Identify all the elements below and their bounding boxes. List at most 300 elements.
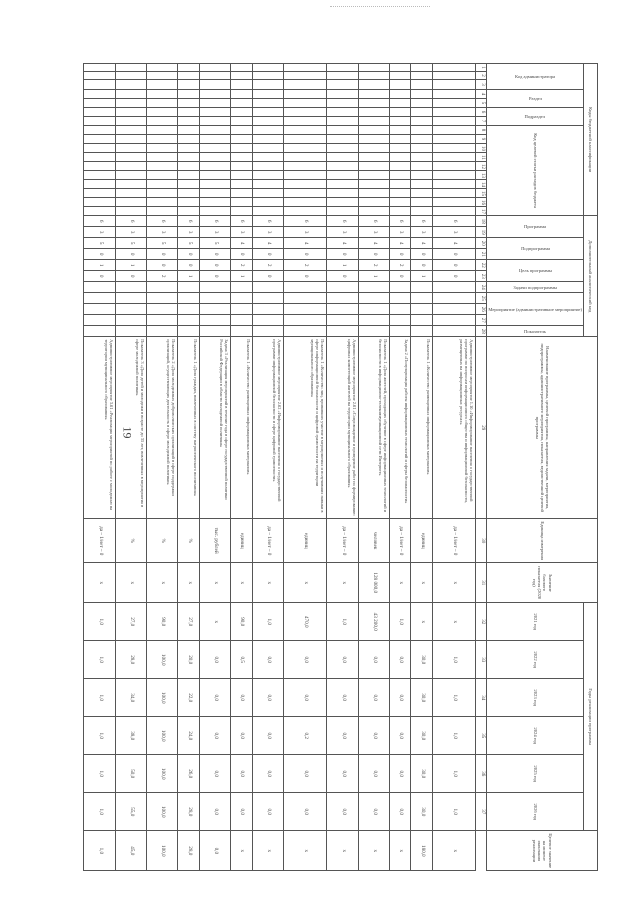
analytic-code-cell: 0: [432, 271, 475, 282]
analytic-code-cell: 3: [327, 227, 358, 238]
column-number: 1: [476, 64, 487, 72]
column-number: 27: [476, 315, 487, 326]
row-unit: человек: [358, 519, 389, 563]
row-base-value: х: [432, 563, 475, 603]
analytic-code-cell: [252, 293, 283, 304]
row-year-value: 26,0: [178, 755, 199, 793]
row-unit: да – 1/нет – 0: [390, 519, 411, 563]
budget-code-cell: [432, 162, 475, 171]
header-year-2022: 2022 год: [487, 641, 584, 679]
column-number: 20: [476, 238, 487, 249]
table-row: [178, 64, 199, 871]
header-program: Программа: [487, 216, 584, 238]
column-number: 23: [476, 271, 487, 282]
analytic-code-cell: [147, 282, 178, 293]
budget-code-cell: [199, 72, 230, 80]
budget-code-cell: [432, 153, 475, 162]
budget-code-cell: [199, 207, 230, 216]
table-row: [327, 64, 358, 871]
column-number: 9: [476, 135, 487, 144]
budget-code-cell: [390, 99, 411, 108]
row-year-value: 30,0: [411, 641, 432, 679]
budget-code-cell: [147, 144, 178, 153]
budget-code-cell: [115, 126, 146, 135]
budget-code-cell: [84, 117, 115, 126]
budget-code-cell: [147, 90, 178, 99]
row-year-value: 1,0: [84, 755, 115, 793]
budget-code-cell: [390, 126, 411, 135]
analytic-code-cell: [199, 282, 230, 293]
row-year-value: 1,0: [252, 603, 283, 641]
row-year-value: 470,0: [283, 603, 326, 641]
row-base-value: 128 000,0: [358, 563, 389, 603]
analytic-code-cell: [252, 326, 283, 337]
analytic-code-cell: [252, 282, 283, 293]
analytic-code-cell: 0: [147, 249, 178, 260]
analytic-code-cell: 0: [115, 249, 146, 260]
row-year-value: 0,0: [358, 679, 389, 717]
row-year-value: 100,0: [147, 717, 178, 755]
header-target-article: Код целевой статьи расходов бюджета: [487, 126, 584, 216]
row-unit: %: [115, 519, 146, 563]
row-year-value: 1,0: [84, 603, 115, 641]
budget-code-cell: [411, 198, 432, 207]
budget-code-cell: [432, 126, 475, 135]
budget-code-cell: [358, 198, 389, 207]
budget-code-cell: [84, 90, 115, 99]
analytic-code-cell: [411, 326, 432, 337]
budget-code-cell: [327, 153, 358, 162]
budget-code-cell: [178, 153, 199, 162]
column-number: 8: [476, 126, 487, 135]
row-year-value: 1,0: [432, 793, 475, 831]
row-final-value: 28,0: [178, 831, 199, 871]
budget-code-cell: [327, 144, 358, 153]
row-year-value: 0,0: [283, 755, 326, 793]
budget-code-cell: [411, 153, 432, 162]
table-row: [390, 64, 411, 871]
header-unit: Единица измерения: [487, 519, 598, 563]
row-year-value: 55,0: [115, 793, 146, 831]
header-budget-codes: Коды бюджетной классификации: [584, 64, 598, 216]
budget-code-cell: [358, 99, 389, 108]
analytic-code-cell: 5: [178, 238, 199, 249]
budget-code-cell: [231, 207, 252, 216]
budget-code-cell: [327, 80, 358, 90]
budget-code-cell: [252, 72, 283, 80]
header-admin-code: Код администратора: [487, 64, 584, 90]
row-year-value: 27,0: [178, 603, 199, 641]
analytic-code-cell: 1: [178, 271, 199, 282]
column-number: 14: [476, 180, 487, 189]
budget-code-cell: [84, 72, 115, 80]
budget-code-cell: [231, 153, 252, 162]
budget-code-cell: [147, 162, 178, 171]
budget-code-cell: [231, 162, 252, 171]
analytic-code-cell: 0: [283, 249, 326, 260]
analytic-code-cell: 3: [252, 227, 283, 238]
analytic-code-cell: 1: [327, 260, 358, 271]
row-year-value: 0,0: [252, 679, 283, 717]
budget-code-cell: [252, 207, 283, 216]
budget-code-cell: [115, 198, 146, 207]
analytic-code-cell: 0: [327, 249, 358, 260]
budget-code-cell: [432, 144, 475, 153]
analytic-code-cell: [432, 282, 475, 293]
budget-code-cell: [147, 64, 178, 72]
analytic-code-cell: [199, 315, 230, 326]
analytic-code-cell: 2: [231, 260, 252, 271]
budget-code-cell: [231, 117, 252, 126]
budget-code-cell: [358, 80, 389, 90]
budget-code-cell: [390, 64, 411, 72]
column-number-row: [476, 64, 487, 871]
budget-code-cell: [199, 162, 230, 171]
row-name: Административное мероприятие 1.10 «Информирование населения о государственной программе по вопросам информационного общества и информационной безопасности, размещенных на информационных ресурсах»: [432, 337, 475, 519]
analytic-code-cell: [231, 304, 252, 315]
row-unit: %: [147, 519, 178, 563]
analytic-code-cell: 6: [327, 216, 358, 227]
budget-code-cell: [358, 153, 389, 162]
analytic-code-cell: 3: [84, 227, 115, 238]
column-number: 24: [476, 282, 487, 293]
analytic-code-cell: 0: [252, 249, 283, 260]
row-year-value: 0,0: [199, 641, 230, 679]
header-additional-code: Дополнительный аналитический код: [584, 216, 598, 337]
analytic-code-cell: 6: [84, 216, 115, 227]
analytic-code-cell: 0: [199, 271, 230, 282]
analytic-code-cell: 3: [432, 227, 475, 238]
row-year-value: 28,0: [178, 793, 199, 831]
budget-code-cell: [411, 90, 432, 99]
row-name: Показатель 1 «Доля жителей, проходящих обучение в сфере информационных технологий и безопасности в информационно-телекоммуникационной сети Интернет»: [358, 337, 389, 519]
column-number: 22: [476, 260, 487, 271]
row-year-value: 1,0: [432, 755, 475, 793]
row-base-value: х: [199, 563, 230, 603]
budget-code-cell: [358, 189, 389, 198]
analytic-code-cell: [411, 304, 432, 315]
analytic-code-cell: 0: [411, 249, 432, 260]
analytic-code-cell: 1: [411, 271, 432, 282]
budget-code-cell: [411, 135, 432, 144]
analytic-code-cell: [199, 304, 230, 315]
analytic-code-cell: [231, 282, 252, 293]
budget-code-cell: [231, 99, 252, 108]
budget-code-cell: [199, 117, 230, 126]
row-year-value: 100,0: [147, 793, 178, 831]
header-tasks: Задачи подпрограммы: [487, 282, 584, 293]
row-year-value: 0,0: [390, 793, 411, 831]
budget-code-cell: [147, 80, 178, 90]
budget-code-cell: [390, 135, 411, 144]
budget-code-cell: [84, 171, 115, 180]
analytic-code-cell: 0: [178, 249, 199, 260]
header-goal: Цель программы: [487, 260, 584, 282]
budget-code-cell: [147, 207, 178, 216]
budget-code-cell: [199, 180, 230, 189]
analytic-code-cell: [231, 293, 252, 304]
program-table: [83, 63, 598, 871]
budget-code-cell: [147, 99, 178, 108]
analytic-code-cell: [115, 282, 146, 293]
column-number: 7: [476, 117, 487, 126]
row-year-value: 0,0: [252, 793, 283, 831]
analytic-code-cell: 4: [432, 238, 475, 249]
row-final-value: 1,0: [84, 831, 115, 871]
row-year-value: 0,0: [199, 717, 230, 755]
column-number: 36: [476, 755, 487, 793]
table-row: [147, 64, 178, 871]
analytic-code-cell: 0: [115, 271, 146, 282]
budget-code-cell: [231, 90, 252, 99]
budget-code-cell: [327, 90, 358, 99]
budget-code-cell: [358, 64, 389, 72]
analytic-code-cell: 1: [231, 271, 252, 282]
row-unit: да – 1/нет – 0: [84, 519, 115, 563]
budget-code-cell: [252, 64, 283, 72]
row-final-value: 0,0: [199, 831, 230, 871]
row-final-value: х: [327, 831, 358, 871]
row-year-value: 0,0: [199, 793, 230, 831]
budget-code-cell: [358, 180, 389, 189]
column-number: 34: [476, 679, 487, 717]
analytic-code-cell: 3: [390, 227, 411, 238]
budget-code-cell: [178, 72, 199, 80]
column-number: 4: [476, 90, 487, 99]
budget-code-cell: [199, 189, 230, 198]
analytic-code-cell: 5: [199, 238, 230, 249]
analytic-code-cell: [432, 326, 475, 337]
row-year-value: 30,0: [411, 717, 432, 755]
column-number: 32: [476, 603, 487, 641]
row-final-value: х: [252, 831, 283, 871]
analytic-code-cell: 0: [84, 249, 115, 260]
table-row: [432, 64, 475, 871]
row-year-value: 0,0: [358, 641, 389, 679]
budget-code-cell: [147, 117, 178, 126]
row-year-value: 1,0: [327, 603, 358, 641]
budget-code-cell: [115, 144, 146, 153]
budget-code-cell: [390, 90, 411, 99]
budget-code-cell: [432, 90, 475, 99]
budget-code-cell: [115, 99, 146, 108]
budget-code-cell: [178, 126, 199, 135]
analytic-code-cell: [84, 326, 115, 337]
budget-code-cell: [390, 198, 411, 207]
budget-code-cell: [252, 117, 283, 126]
row-final-value: х: [432, 831, 475, 871]
budget-code-cell: [283, 153, 326, 162]
row-year-value: 0,0: [252, 641, 283, 679]
budget-code-cell: [252, 180, 283, 189]
budget-code-cell: [327, 135, 358, 144]
column-number: 33: [476, 641, 487, 679]
budget-code-cell: [432, 135, 475, 144]
budget-code-cell: [358, 144, 389, 153]
budget-code-cell: [432, 64, 475, 72]
budget-code-cell: [199, 144, 230, 153]
budget-code-cell: [432, 207, 475, 216]
row-base-value: х: [178, 563, 199, 603]
row-year-value: 0,0: [327, 679, 358, 717]
row-name: Административное мероприятие 2.01 «Сопровождение и проведение работ по формированию цифровых компетенций жителей на территории муниципального образования»: [327, 337, 358, 519]
row-year-value: 0,0: [390, 717, 411, 755]
analytic-code-cell: 0: [199, 249, 230, 260]
analytic-code-cell: [115, 326, 146, 337]
row-unit: %: [178, 519, 199, 563]
row-year-value: 0,0: [283, 793, 326, 831]
row-year-value: 90,0: [147, 603, 178, 641]
budget-code-cell: [231, 144, 252, 153]
budget-code-cell: [283, 72, 326, 80]
budget-code-cell: [115, 64, 146, 72]
row-name: Показатель 1 «Количество размещенных информационных материалов»: [411, 337, 432, 519]
budget-code-cell: [432, 99, 475, 108]
analytic-code-cell: 0: [432, 249, 475, 260]
budget-code-cell: [115, 162, 146, 171]
row-year-value: 0,0: [390, 679, 411, 717]
budget-code-cell: [84, 80, 115, 90]
budget-code-cell: [327, 180, 358, 189]
analytic-code-cell: 2: [147, 271, 178, 282]
analytic-code-cell: [115, 293, 146, 304]
budget-code-cell: [147, 126, 178, 135]
row-name: Показатель 3 «Доля детей и молодежи в возрасте до 35 лет, вовлеченных в мероприятия в сфере молодежной политики»: [115, 337, 146, 519]
budget-code-cell: [231, 126, 252, 135]
budget-code-cell: [390, 108, 411, 117]
budget-code-cell: [115, 72, 146, 80]
budget-code-cell: [358, 135, 389, 144]
budget-code-cell: [358, 72, 389, 80]
budget-code-cell: [178, 108, 199, 117]
header-year-2024: 2024 год: [487, 717, 584, 755]
budget-code-cell: [390, 144, 411, 153]
budget-code-cell: [178, 117, 199, 126]
budget-code-cell: [199, 198, 230, 207]
column-number: 21: [476, 249, 487, 260]
analytic-code-cell: [252, 315, 283, 326]
analytic-code-cell: [358, 304, 389, 315]
row-year-value: 1,0: [84, 679, 115, 717]
analytic-code-cell: [327, 282, 358, 293]
analytic-code-cell: [390, 304, 411, 315]
analytic-code-cell: 6: [390, 216, 411, 227]
budget-code-cell: [178, 99, 199, 108]
budget-code-cell: [411, 99, 432, 108]
analytic-code-cell: 3: [411, 227, 432, 238]
budget-code-cell: [84, 180, 115, 189]
analytic-code-cell: 3: [231, 227, 252, 238]
analytic-code-cell: 2: [252, 260, 283, 271]
budget-code-cell: [390, 189, 411, 198]
budget-code-cell: [199, 171, 230, 180]
row-year-value: 0,0: [252, 755, 283, 793]
analytic-code-cell: 4: [283, 238, 326, 249]
budget-code-cell: [283, 207, 326, 216]
row-year-value: 0,0: [390, 755, 411, 793]
analytic-code-cell: [411, 293, 432, 304]
budget-code-cell: [252, 153, 283, 162]
analytic-code-cell: 0: [147, 260, 178, 271]
budget-code-cell: [327, 117, 358, 126]
column-number: 19: [476, 227, 487, 238]
row-year-value: 1,0: [84, 641, 115, 679]
header-final-value: Целевое значение на момент окончания реализации: [487, 831, 598, 871]
budget-code-cell: [327, 72, 358, 80]
budget-code-cell: [327, 64, 358, 72]
budget-code-cell: [231, 108, 252, 117]
row-year-value: х: [432, 603, 475, 641]
analytic-code-cell: 2: [358, 260, 389, 271]
row-year-value: 0,0: [327, 755, 358, 793]
budget-code-cell: [283, 99, 326, 108]
analytic-code-cell: 0: [199, 260, 230, 271]
column-number: 30: [476, 519, 487, 563]
row-name: Показатель 1 «Количество лиц, принявших участие в мероприятиях и получивших навыки в сфере информационной безопасности и цифровой грамотности на территории муниципального образования»: [283, 337, 326, 519]
budget-code-cell: [147, 171, 178, 180]
analytic-code-cell: 0: [432, 260, 475, 271]
budget-code-cell: [252, 171, 283, 180]
row-year-value: 22,0: [178, 679, 199, 717]
budget-code-cell: [115, 153, 146, 162]
row-base-value: х: [327, 563, 358, 603]
row-year-value: 1,0: [84, 717, 115, 755]
analytic-code-cell: [327, 293, 358, 304]
analytic-code-cell: [358, 282, 389, 293]
budget-code-cell: [84, 64, 115, 72]
budget-code-cell: [358, 117, 389, 126]
budget-code-cell: [252, 144, 283, 153]
analytic-code-cell: 4: [358, 238, 389, 249]
column-number: 11: [476, 153, 487, 162]
row-base-value: х: [411, 563, 432, 603]
budget-code-cell: [147, 72, 178, 80]
row-year-value: 100,0: [147, 641, 178, 679]
analytic-code-cell: [432, 304, 475, 315]
analytic-code-cell: [199, 293, 230, 304]
budget-code-cell: [358, 162, 389, 171]
analytic-code-cell: 6: [283, 216, 326, 227]
row-year-value: 28,0: [115, 641, 146, 679]
row-year-value: 30,0: [411, 793, 432, 831]
budget-code-cell: [283, 162, 326, 171]
column-number: 12: [476, 162, 487, 171]
row-name: Показатель 2 «Доля молодежных добровольческих организаций в сфере поддержки организаций, осуществляющих деятельность в сфере молодежной политики»: [147, 337, 178, 519]
row-base-value: х: [231, 563, 252, 603]
row-year-value: 1,0: [84, 793, 115, 831]
analytic-code-cell: 5: [84, 238, 115, 249]
budget-code-cell: [84, 144, 115, 153]
budget-code-cell: [84, 99, 115, 108]
budget-code-cell: [252, 135, 283, 144]
budget-code-cell: [231, 189, 252, 198]
budget-code-cell: [411, 162, 432, 171]
budget-code-cell: [390, 162, 411, 171]
budget-code-cell: [115, 207, 146, 216]
budget-code-cell: [231, 72, 252, 80]
budget-code-cell: [115, 108, 146, 117]
analytic-code-cell: 6: [199, 216, 230, 227]
row-year-value: х: [199, 603, 230, 641]
analytic-code-cell: 3: [199, 227, 230, 238]
budget-code-cell: [283, 126, 326, 135]
header-name: Наименование программы, целевой программы, направления задачи, мероприятия, подпрограммы, административного мероприятия, показателя, ведомственной целевой программы: [487, 337, 598, 519]
analytic-code-cell: [283, 282, 326, 293]
row-year-value: х: [411, 603, 432, 641]
row-year-value: 0,0: [390, 641, 411, 679]
budget-code-cell: [252, 189, 283, 198]
column-number: 18: [476, 216, 487, 227]
